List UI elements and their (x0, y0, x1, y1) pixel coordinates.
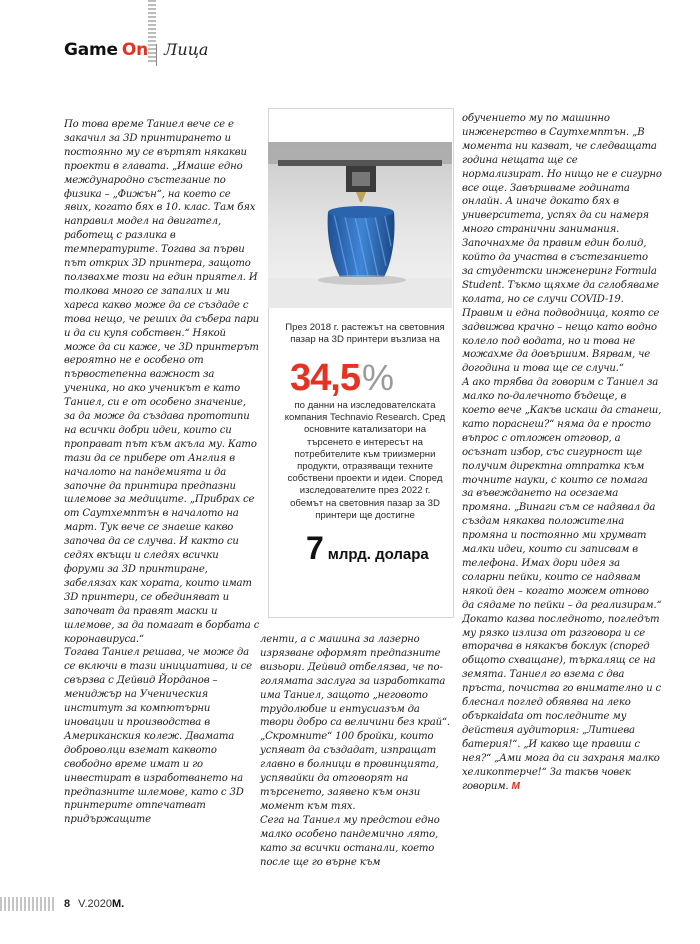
paragraph: ленти, а с машина за лазерно изрязване оформят предпазните визьори. Дейвид отбелязва, че по-голямата заслуга за изработката има Таниел, защото „неговото трудолюбие и ентусиазъм да твори добро са величини без край“. „Скромните“ 100 бройки, които успяват да създадат, изпращат главно в болници в провинцията, успявайки да отговорят на търсенето, заявено към онзи момент към тях. (260, 634, 450, 812)
page-number: 8 (64, 898, 71, 910)
magazine-mark: M. (111, 898, 125, 910)
stat-market-size (306, 531, 429, 565)
3d-printer-photo (268, 142, 452, 308)
article-column-left (64, 118, 260, 827)
brand-on: On (121, 40, 149, 60)
issue-label: V.2020 (78, 898, 112, 910)
article-column-right (462, 112, 662, 793)
stat-caption-bottom: по данни на изследователската компания Technavio Research. Сред основните катализатори на търсенето е интересът на потребителите към триизмерни продукти, отразяващи техните собствени проекти и идеи. Според изследователите през 2022 г. обемът на световния пазар за 3D принтери ще достигне (284, 400, 446, 521)
section-title: Лица (164, 40, 209, 59)
paragraph: А ако трябва да говорим с Таниел за малко по-далечното бъдеще, в което вече „Какъв искаш да станеш, като пораснеш?“ няма да е просто въпрос с отложен отговор, а осъзнат избор, със сигурност ще получим директна отпратка към точните науки, с които се помага за въвеждането на осезаема промяна. „Винаги съм се надявал да създам някаква положителна промяна и постоянно ми хрумват малки идеи, които си записвам в телефона. Имах дори идея за соларни пейки, които се надявам някой ден – когато можем отново да сядаме по пейки – да реализирам.“ (462, 377, 662, 611)
stat-value: 34,5 (290, 357, 360, 399)
3d-printer-illustration (268, 142, 452, 308)
paragraph: обучението му по машинно инженерство в Саутхемптън. „В момента ни казват, че следващата година нещата ще се нормализират. Но нищо не е сигурно все още. Завършваме годината онлайн. А иначе докато бях в университета, успях да си намеря много странични занимания. Започнахме да правим един болид, който да участва в състезанието за студентски инженеринг Formula Student. Тъкмо щяхме да сглобяваме колата, но се случи COVID-19. Правим и една подводница, която се задвижва крачно – нещо като водно колело под водата, но и това не можахме да довършим. Вярвам, че догодина и това ще се случи.“ (462, 113, 662, 375)
paragraph: Сега на Таниел му предстои едно малко особено пандемично лято, като за всички останали, което после ще го върне към (260, 814, 440, 868)
brand-game: Game (64, 40, 118, 60)
stat-caption-top: През 2018 г. растежът на световния пазар на 3D принтери възлиза на (285, 322, 445, 346)
footer-decoration (0, 897, 54, 911)
article-column-middle (260, 633, 456, 869)
paragraph: Тогава Таниел решава, че може да се включи в тази инициатива, и се свързва с Дейвид Йорданов – мениджър на Ученическия институт за компютърни иновации и производства в Американския колеж. Двамата доброволци вземат каквото свободно време имат и го инвестират в изработването на предпазните шлемове, като с 3D принтерите отпечатват придържащите (64, 647, 252, 826)
end-mark-icon: M (511, 780, 520, 792)
stat-unit: % (361, 357, 393, 398)
stat2-value: 7 (306, 530, 324, 566)
page-footer (64, 898, 124, 910)
paragraph (462, 613, 662, 794)
stat-market-growth (290, 358, 393, 398)
stat2-unit: млрд. долара (327, 546, 429, 563)
paragraph-text: Докато казва последното, погледът му рязко излиза от разговора и се вторачва в някакъв боклук (според общото схващане), търкалящ се на земята. Таниел го взема с два пръста, почиства го внимателно и с блеснал поглед обявява на леко объркаidata от последните му действия аудитория: „Литиева батерия!“. „И какво ще правиш с нея?“ „Ами мога да си захраня малко хеликоптерче!“ За такъв човек говорим. (462, 613, 661, 792)
header-divider (156, 44, 157, 66)
brand-logo (64, 40, 148, 60)
page-header (64, 40, 208, 70)
paragraph: По това време Таниел вече се е закачил за 3D принтирането и постоянно му се въртят някакви проекти в главата. „Имаше едно международно състезание по физика – „Фижън“, на което се явих, когато бях в 10. клас. Там бях направил модел на двигател, работещ с разлика в температурите. Тогава за първи път открих 3D принтера, защото ползвахме този на един приятел. И толкова много се запалих и ми хареса какво може да се създаде с това нещо, че реших да събера пари и да си купя собствен.“ Някой може да си каже, че 3D принтерът вероятно не е особено от първостепенна важност за ученика, но ако ученикът е като Таниел, си е от особено значение, за да може да създава прототипи на всички добри идеи, които си проправат път към акъла му. Като тази да се прибере от Англия в началото на пандемията и да започне да принтира предпазни шлемове за медиците. „Прибрах се от Саутхемптън в началото на март. Тук вече се знаеше какво започва да се случва. И както си седях вкъщи и следях всички форуми за 3D принтиране, забелязах как хората, които имат 3D принтери, се обединяват и започват да правят маски и шлемове, за да помагат в борбата с коронавируса.“ (64, 119, 260, 645)
